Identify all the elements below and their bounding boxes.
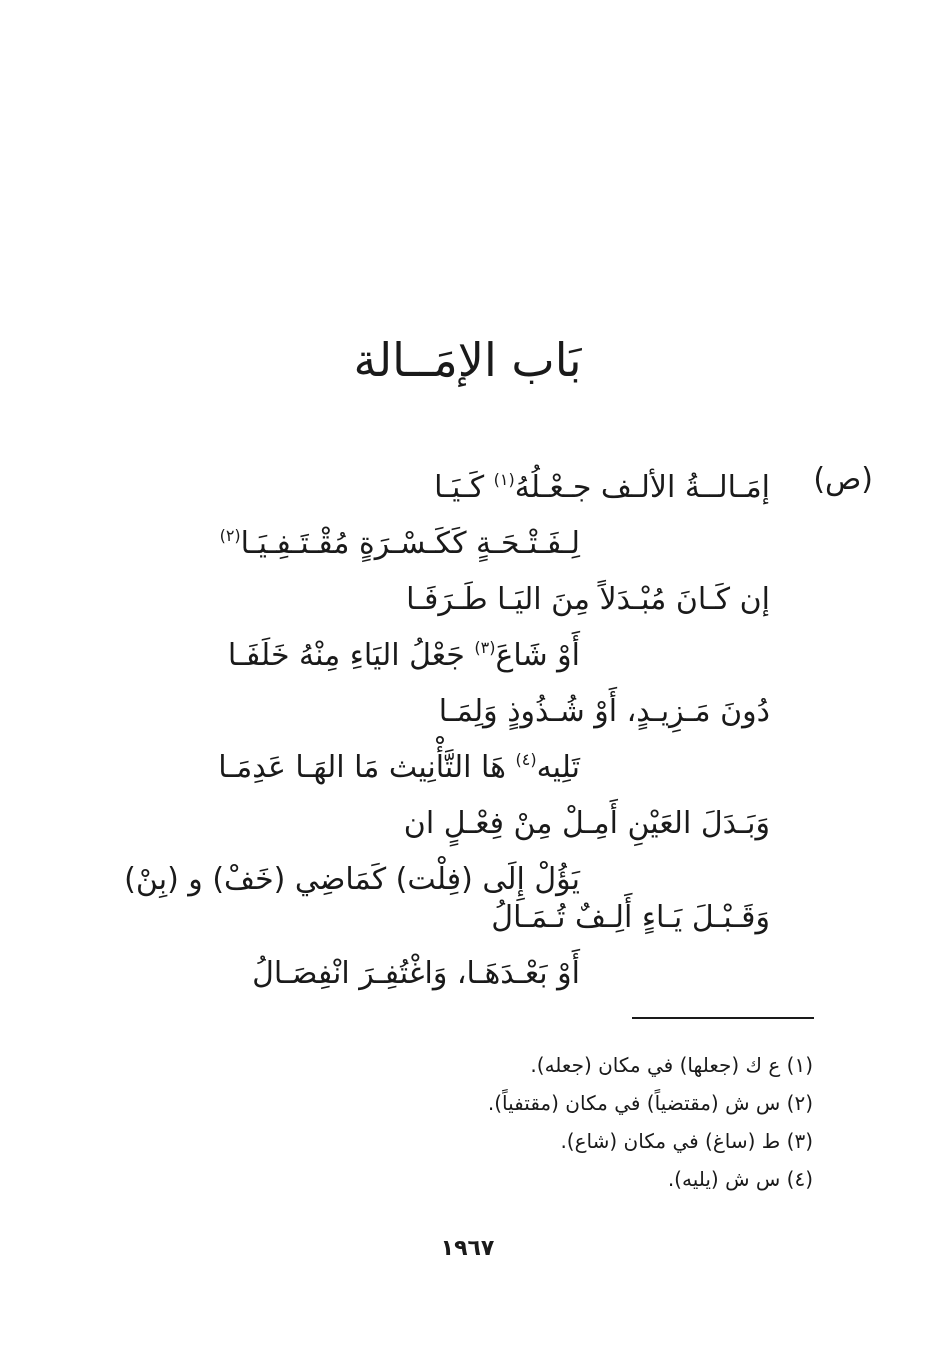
footnote: (١) ع ك (جعلها) في مكان (جعله). [530,1053,813,1077]
footnote-marker: (٣) [474,638,496,657]
verse-line: تَلِيه$^{(٤)}$ هَا التَّأْنِيث مَا الهَـا عَدِمَـا [218,750,580,785]
footnote-marker: (١) [493,470,515,489]
chapter-title: بَاب الإمَــالة [353,333,582,387]
footnote: (٢) س ش (مقتضياً) في مكان (مقتفياً). [487,1091,813,1115]
footnote: (٤) س ش (يليه). [667,1167,813,1191]
verse-line: وَبَـدَلَ العَيْنِ أَمِـلْ مِنْ فِعْـلٍ ان [403,806,770,841]
footnote: (٣) ط (ساغ) في مكان (شاع). [560,1129,813,1153]
verse-line: إن كَـانَ مُبْـدَلاً مِنَ اليَـا طَـرَفَـا [406,582,770,617]
verse-line: وَقَـبْـلَ يَـاءٍ أَلِـفٌ تُـمَـالُ [491,900,770,935]
verse-line: يَؤُلْ إِلَى (فِلْت) كَمَاضِي (خَفْ) و (بِنْ) [124,862,580,897]
footnote-marker: (٢) [219,526,241,545]
verse-line: أَوْ شَاعَ$^{(٣)}$ جَعْلُ اليَاءِ مِنْهُ خَلَفَـا [227,638,580,673]
footnote-separator [632,1017,814,1019]
verse-line: لِـفَـتْـحَـةٍ كَكَـسْـرَةٍ مُقْـتَـفِـيَـا$^{(٢)}$ [219,526,580,561]
footnote-marker: (٤) [515,750,537,769]
verse-line: إمَـالــةُ الألـف جـعْـلُهُ$^{(١)}$ كَـيَـا [434,470,770,505]
verse-line: أَوْ بَعْـدَهَـا، وَاغْتُفِـرَ انْفِصَـالُ [252,956,580,991]
verse-line: دُونَ مَـزِيـدٍ، أَوْ شُـذُوذٍ وَلِمَـا [438,694,770,729]
manuscript-siglum: (ص) [813,462,873,497]
page-number: ١٩٦٧ [440,1236,495,1261]
